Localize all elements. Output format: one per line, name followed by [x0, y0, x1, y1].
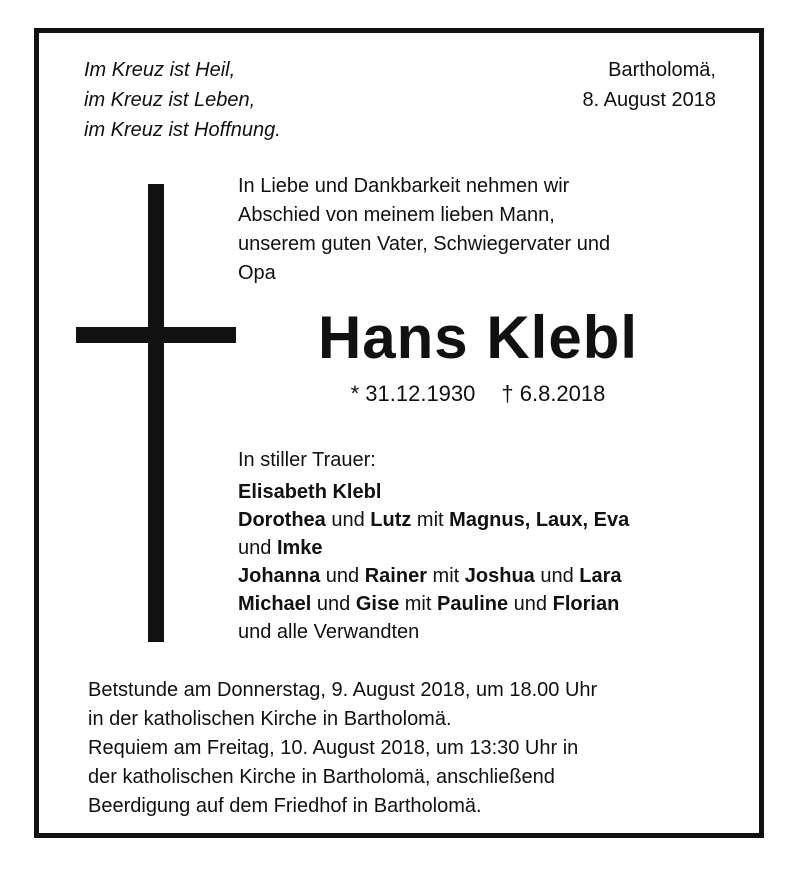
death-date: † 6.8.2018	[501, 381, 606, 406]
motto-line-2: im Kreuz ist Leben,	[84, 89, 256, 111]
mourner-name: Pauline	[436, 593, 509, 615]
mourner-name: Lara	[579, 565, 622, 587]
mourner-name: Magnus, Laux, Eva	[449, 509, 630, 531]
motto	[84, 55, 281, 145]
mourner-line	[238, 478, 718, 506]
connector-text: mit	[399, 593, 437, 615]
date: 8. August 2018	[582, 89, 716, 111]
mourner-name: Gise	[355, 593, 400, 615]
intro-text	[238, 172, 718, 288]
mourner-line	[238, 534, 718, 562]
mourner-name: Joshua	[464, 565, 535, 587]
cross-icon-horizontal-beam	[76, 327, 236, 343]
mourner-name: Elisabeth Klebl	[238, 481, 382, 503]
service-information	[88, 676, 728, 821]
intro-line-1: In Liebe und Dankbarkeit nehmen wir	[238, 175, 570, 197]
intro-line-2: Abschied von meinem lieben Mann,	[238, 204, 555, 226]
motto-line-3: im Kreuz ist Hoffnung.	[84, 119, 281, 141]
mourner-line	[238, 590, 718, 618]
connector-text: mit	[426, 565, 465, 587]
mourner-name: Dorothea	[238, 509, 326, 531]
mourner-name: Lutz	[370, 509, 412, 531]
place: Bartholomä,	[608, 59, 716, 81]
mourner-name: Rainer	[364, 565, 427, 587]
service-line-2: in der katholischen Kirche in Bartholomä.	[88, 708, 452, 730]
connector-text: und	[325, 509, 371, 531]
place-and-date	[583, 55, 716, 115]
connector-text: mit	[411, 509, 450, 531]
mourners-closing: und alle Verwandten	[238, 621, 420, 643]
motto-line-1: Im Kreuz ist Heil,	[84, 59, 236, 81]
connector-text: und	[238, 537, 277, 559]
service-line-5: Beerdigung auf dem Friedhof in Bartholomä.	[88, 795, 482, 817]
life-dates	[238, 378, 718, 410]
mourners-list	[238, 446, 718, 646]
deceased-name: Hans Klebl	[317, 304, 639, 371]
service-line-1: Betstunde am Donnerstag, 9. August 2018, um 18.00 Uhr	[88, 679, 598, 701]
service-line-4: der katholischen Kirche in Bartholomä, anschließend	[88, 766, 555, 788]
mourner-name: Michael	[238, 593, 312, 615]
mourner-line	[238, 562, 718, 590]
connector-text: und	[311, 593, 356, 615]
service-line-3: Requiem am Freitag, 10. August 2018, um 13:30 Uhr in	[88, 737, 579, 759]
intro-line-4: Opa	[238, 262, 276, 284]
mourner-name: Johanna	[238, 565, 321, 587]
cross-icon-vertical-beam	[148, 184, 164, 642]
mourner-line	[238, 506, 718, 534]
connector-text: und	[320, 565, 365, 587]
mourner-name: Imke	[276, 537, 323, 559]
connector-text: und	[534, 565, 580, 587]
intro-line-3: unserem guten Vater, Schwiegervater und	[238, 233, 611, 255]
mourners-heading: In stiller Trauer:	[238, 449, 376, 471]
connector-text: und	[508, 593, 553, 615]
birth-date: * 31.12.1930	[350, 381, 476, 406]
mourner-name: Florian	[552, 593, 620, 615]
